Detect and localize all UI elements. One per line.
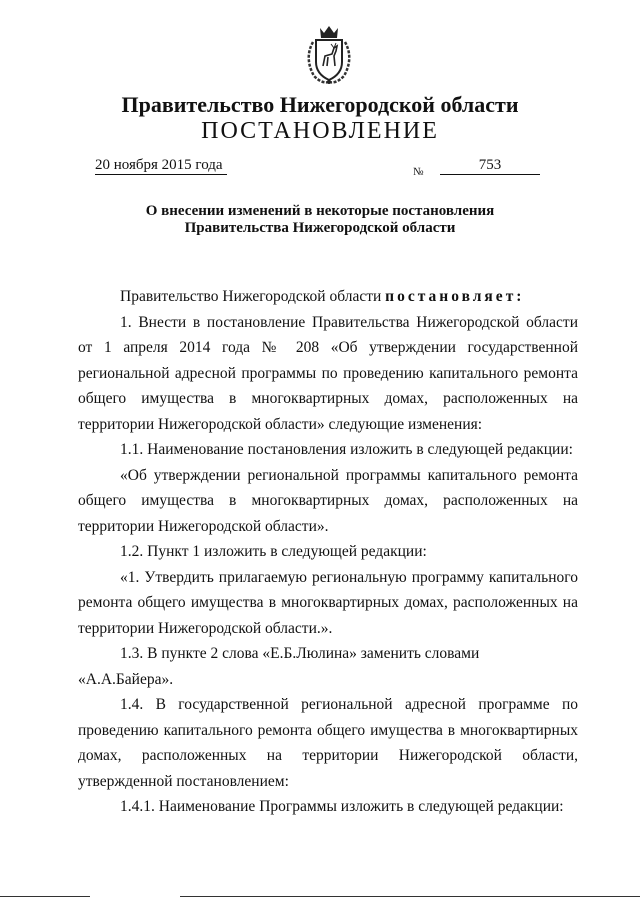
paragraph-line: общего имущества в многоквартирных домах, расположенных на [78, 390, 578, 407]
paragraph-line: 1.4.1. Наименование Программы изложить в следующей редакции: [120, 798, 564, 815]
document-date: 20 ноября 2015 года [95, 156, 227, 175]
document-body [78, 284, 578, 820]
paragraph-line: 1.2. Пункт 1 изложить в следующей редакции: [120, 543, 427, 560]
paragraph-line: 1.1. Наименование постановления изложить в следующей редакции: [120, 441, 573, 458]
paragraph-line: 1. Внести в постановление Правительства Нижегородской области [120, 313, 578, 331]
paragraph-line: «Об утверждении региональной программы капитального ремонта [120, 466, 578, 484]
paragraph-line: 1.4. В государственной региональной адресной программе по [120, 696, 578, 713]
intro-verb: постановляет: [385, 288, 525, 305]
paragraph-line: территории Нижегородской области» следующие изменения: [78, 415, 483, 433]
coat-of-arms-emblem [298, 24, 360, 86]
subject-line: Правительства Нижегородской области [184, 220, 456, 236]
paragraph-line: домах, расположенных на территории Нижегородской области, [78, 747, 578, 764]
paragraph-line: территории Нижегородской области». [78, 517, 329, 535]
intro-paragraph [78, 284, 578, 310]
paragraph-line: проведению капитального ремонта общего имущества в многоквартирных [78, 721, 578, 739]
paragraph-line: от 1 апреля 2014 года № 208 «Об утверждении государственной [78, 339, 578, 356]
paragraph-line: территории Нижегородской области.». [78, 619, 333, 637]
paragraph-line: утвержденной постановлением: [78, 772, 289, 790]
government-title: Правительство Нижегородской области [121, 92, 519, 117]
paragraph-line: региональной адресной программы по проведению капитального ремонта [78, 364, 578, 382]
number-label: № [413, 166, 424, 178]
scan-divider [0, 896, 90, 897]
scan-divider [180, 896, 640, 897]
paragraph-line: ремонта общего имущества в многоквартирных домах, расположенных на [78, 594, 578, 611]
intro-text: Правительство Нижегородской области [120, 288, 382, 305]
document-number: 753 [440, 156, 540, 175]
subject-line: О внесении изменений в некоторые постановления [145, 203, 495, 219]
document-subject [0, 203, 640, 237]
paragraph-line: «1. Утвердить прилагаемую региональную программу капитального [120, 568, 578, 586]
document-type-title: ПОСТАНОВЛЕНИЕ [201, 118, 439, 144]
paragraph-line: 1.3. В пункте 2 слова «Е.Б.Люлина» заменить словами «А.А.Байера». [78, 645, 480, 688]
paragraph-line: общего имущества в многоквартирных домах, расположенных на [78, 492, 578, 509]
